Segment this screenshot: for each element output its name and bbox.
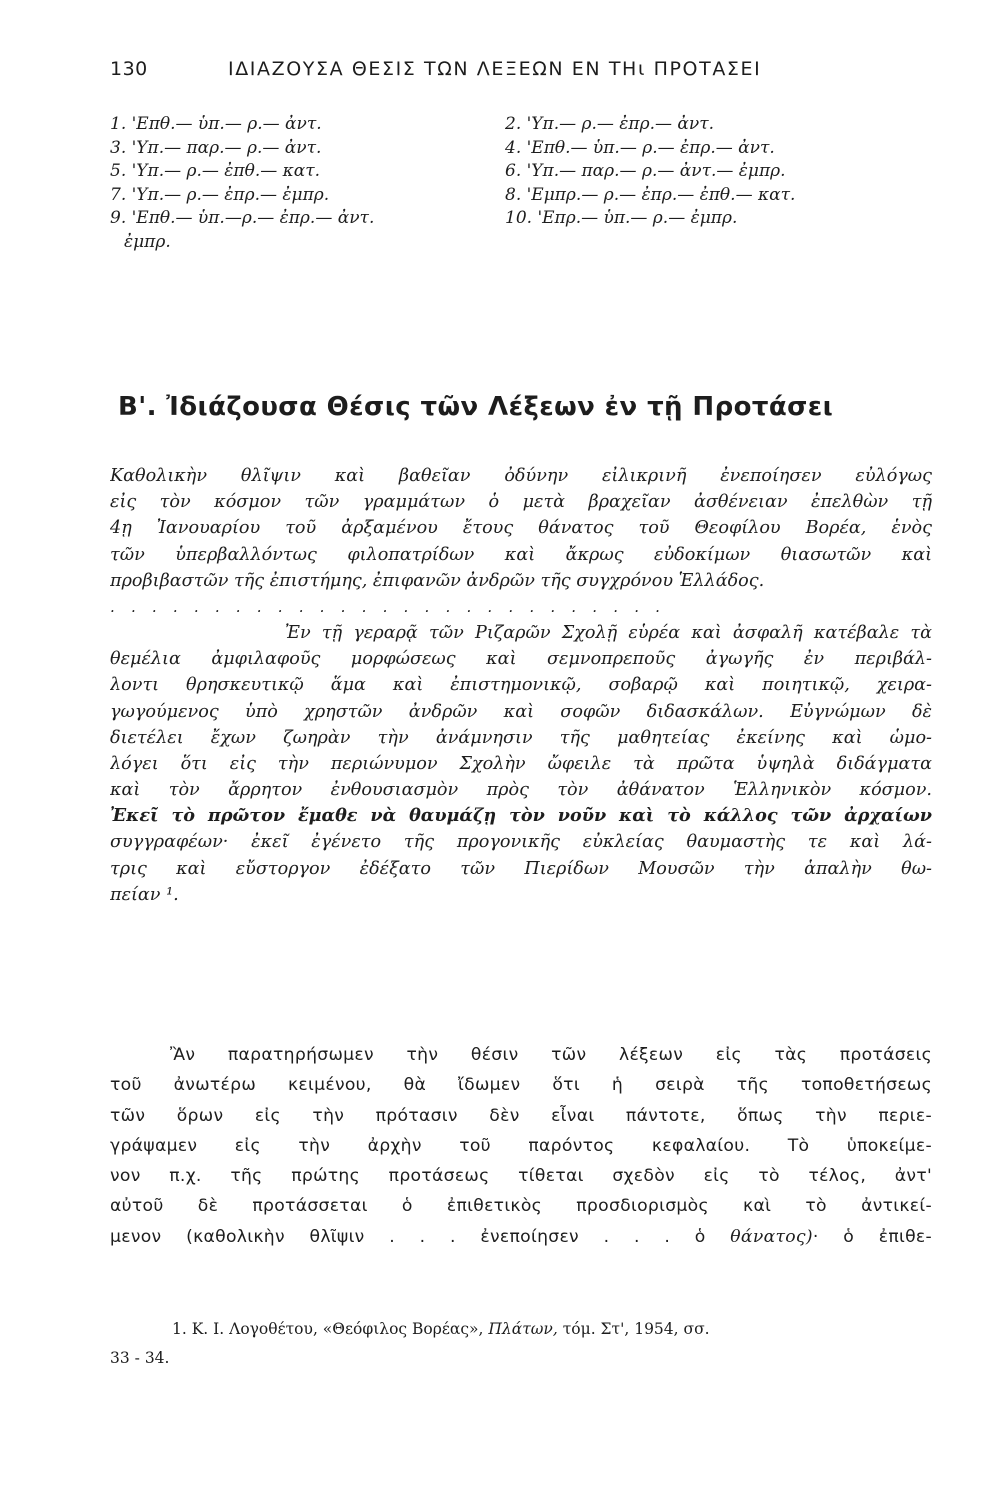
pattern-item: 1. 'Επθ.— ὑπ.— ρ.— ἀντ.	[110, 114, 322, 134]
quote-line: Καθολικὴν θλῖψιν καὶ βαθεῖαν ὀδύνην εἰλικρινῆ ἐνεποίησεν εὐλόγως	[110, 466, 932, 486]
body-line: νον π.χ. τῆς πρώτης προτάσεως τίθεται σχεδὸν εἰς τὸ τέλος, ἀντ'	[110, 1166, 932, 1187]
quote-line: προβιβαστῶν τῆς ἐπιστήμης, ἐπιφανῶν ἀνδρῶν τῆς συγχρόνου Ἑλλάδος.	[110, 570, 765, 591]
pattern-item: 4. 'Επθ.— ὑπ.— ρ.— ἐπρ.— ἀντ.	[505, 137, 775, 158]
pattern-row	[110, 138, 930, 162]
quote-line: θεμέλια ἀμφιλαφοῦς μορφώσεως καὶ σεμνοπρεποῦς ἀγωγῆς ἐν περιβάλ-	[110, 649, 932, 670]
quote-line: γωγούμενος ὑπὸ χρηστῶν ἀνδρῶν καὶ σοφῶν διδασκάλων. Εὐγνώμων δὲ	[110, 701, 932, 722]
quote-line: πείαν ¹.	[110, 884, 179, 905]
pattern-item: 5. 'Υπ.— ρ.— ἐπθ.— κατ.	[110, 161, 321, 181]
pattern-continuation: ἐμπρ.	[124, 231, 171, 252]
pattern-item: 2. 'Υπ.— ρ.— ἐπρ.— ἀντ.	[505, 114, 715, 134]
quote-line: τῶν ὑπερβαλλόντως φιλοπατρίδων καὶ ἄκρως εὐδοκίμων θιασωτῶν καὶ	[110, 544, 932, 565]
quoted-passage	[110, 463, 932, 908]
pattern-row	[110, 232, 930, 256]
body-line: τοῦ ἀνωτέρω κειμένου, θὰ ἴδωμεν ὅτι ἡ σειρὰ τῆς τοποθετήσεως	[110, 1075, 932, 1096]
footnote-text: 1. Κ. Ι. Λογοθέτου, «Θεόφιλος Βορέας»,	[172, 1320, 484, 1338]
pattern-item: 10. 'Επρ.— ὑπ.— ρ.— ἐμπρ.	[505, 208, 738, 228]
footnote-text: τόμ. Στ', 1954, σσ.	[562, 1320, 710, 1338]
quote-line: συγγραφέων· ἐκεῖ ἐγένετο τῆς προγονικῆς εὐκλείας θαυμαστὴς τε καὶ λά-	[110, 832, 932, 853]
quote-line: Ἐν τῇ γεραρᾷ τῶν Ριζαρῶν Σχολῇ εὑρέα καὶ ἀσφαλῆ κατέβαλε τὰ	[285, 622, 932, 643]
quote-line: εἰς τὸν κόσμον τῶν γραμμάτων ὁ μετὰ βραχεῖαν ἀσθένειαν ἐπελθὼν τῇ	[110, 492, 932, 513]
body-line: Ἂν παρατηρήσωμεν τὴν θέσιν τῶν λέξεων εἰς τὰς προτάσεις	[170, 1045, 932, 1065]
pattern-item: 3. 'Υπ.— παρ.— ρ.— ἀντ.	[110, 137, 322, 158]
section-heading: Β'. Ἰδιάζουσα Θέσις τῶν Λέξεων ἐν τῇ Προτάσει	[118, 392, 834, 422]
body-line: τῶν ὅρων εἰς τὴν πρότασιν δὲν εἶναι πάντοτε, ὅπως τὴν περιε-	[110, 1105, 932, 1126]
ellipsis-separator: ...........................	[110, 597, 677, 616]
quote-line: διετέλει ἔχων ζωηρὰν τὴν ἀνάμνησιν τῆς μαθητείας ἐκείνης καὶ ὡμο-	[110, 727, 932, 748]
pattern-item: 9. 'Επθ.— ὑπ.—ρ.— ἐπρ.— ἀντ.	[110, 208, 375, 228]
pattern-row	[110, 114, 930, 138]
quote-line: καὶ τὸν ἄρρητον ἐνθουσιασμὸν πρὸς τὸν ἀθάνατον Ἑλληνικὸν κόσμον.	[110, 780, 932, 801]
footnote-line	[110, 1315, 932, 1344]
page-number: 130	[110, 58, 148, 80]
quote-line: λόγει ὅτι εἰς τὴν περιώνυμον Σχολὴν ὤφειλε τὰ πρῶτα ὑψηλὰ διδάγματα	[110, 753, 932, 774]
body-text: · ὁ ἐπιθε-	[812, 1226, 932, 1247]
word-order-pattern-list	[110, 114, 930, 255]
italic-term: θάνατος)	[730, 1226, 813, 1247]
quote-line: λοντι θρησκευτικῷ ἅμα καὶ ἐπιστημονικῷ, σοβαρῷ καὶ ποιητικῷ, χειρα-	[110, 675, 932, 696]
footnote	[110, 1315, 932, 1373]
pattern-item: 7. 'Υπ.— ρ.— ἐπρ.— ἐμπρ.	[110, 184, 330, 205]
running-header	[110, 58, 930, 88]
body-line	[110, 1222, 932, 1252]
pattern-row	[110, 161, 930, 185]
body-line: γράψαμεν εἰς τὴν ἀρχὴν τοῦ παρόντος κεφαλαίου. Τὸ ὑποκείμε-	[110, 1135, 932, 1156]
footnote-journal: Πλάτων,	[488, 1320, 558, 1338]
footnote-line: 33 - 34.	[110, 1349, 170, 1367]
body-line: αὐτοῦ δὲ προτάσσεται ὁ ἐπιθετικὸς προσδιορισμὸς καὶ τὸ ἀντικεί-	[110, 1196, 932, 1217]
pattern-item: 6. 'Υπ.— παρ.— ρ.— ἀντ.— ἐμπρ.	[505, 161, 786, 181]
running-title: ΙΔΙΑΖΟΥΣΑ ΘΕΣΙΣ ΤΩΝ ΛΕΞΕΩΝ ΕΝ ΤΗι ΠΡΟΤΑΣΕΙ	[228, 58, 762, 80]
quote-line: Ἐκεῖ τὸ πρῶτον ἔμαθε νὰ θαυμάζῃ τὸν νοῦν καὶ τὸ κάλλος τῶν ἀρχαίων	[110, 805, 932, 827]
body-text: μενον (καθολικὴν θλῖψιν . . . ἐνεποίησεν . . . ὁ	[110, 1226, 706, 1247]
pattern-row	[110, 208, 930, 232]
pattern-item: 8. 'Εμπρ.— ρ.— ἐπρ.— ἐπθ.— κατ.	[505, 184, 796, 205]
body-paragraph	[110, 1040, 932, 1252]
quote-line: τρις καὶ εὔστοργον ἐδέξατο τῶν Πιερίδων Μουσῶν τὴν ἁπαλὴν θω-	[110, 858, 932, 879]
quote-line: 4ῃ Ἰανουαρίου τοῦ ἀρξαμένου ἔτους θάνατος τοῦ Θεοφίλου Βορέα, ἑνὸς	[110, 518, 932, 539]
pattern-row	[110, 185, 930, 209]
